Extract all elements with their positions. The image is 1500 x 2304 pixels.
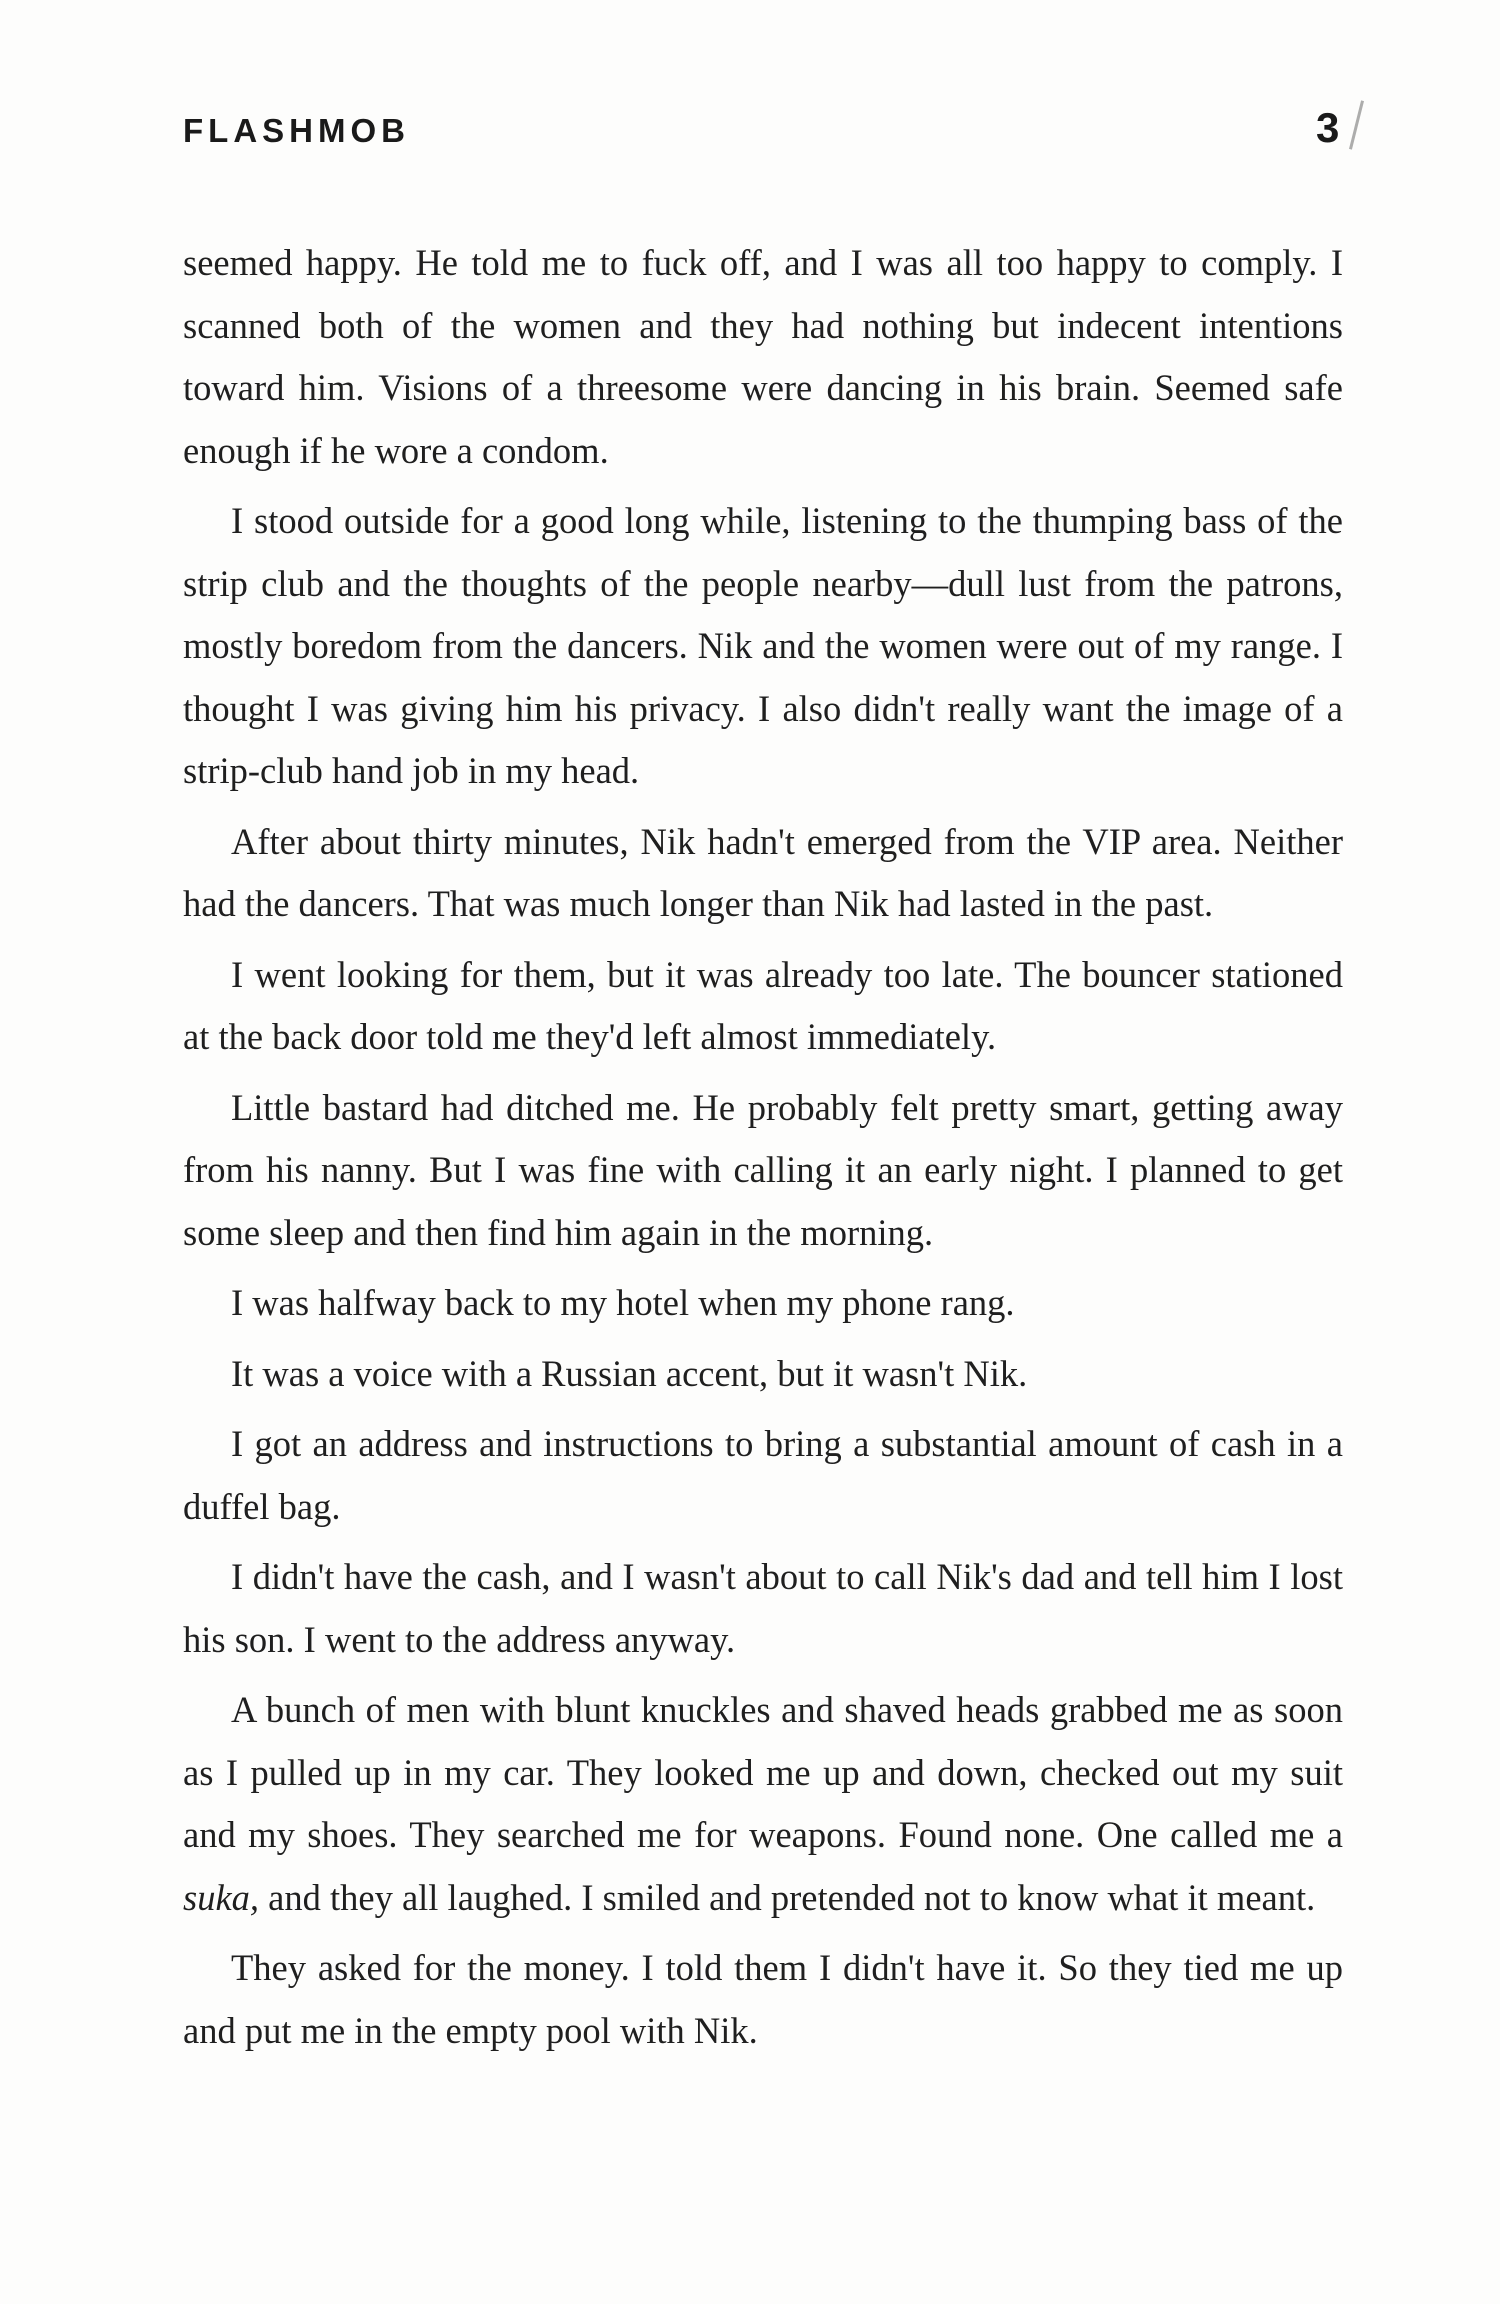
paragraph-1: seemed happy. He told me to fuck off, and I was all too happy to comply. I scanned both of the women and they had nothing but indecent intentions toward him. Visions of a threesome were dancing in his brain. Seemed safe enough if he wore a condom. — [183, 242, 1343, 471]
paragraph-8: I got an address and instructions to bring a substantial amount of cash in a duffel bag. — [183, 1423, 1343, 1527]
paragraph-9: I didn't have the cash, and I wasn't about to call Nik's dad and tell him I lost his son. I went to the address anyway. — [183, 1556, 1343, 1660]
paragraph-6: I was halfway back to my hotel when my phone rang. — [231, 1282, 1015, 1323]
paragraph-4: I went looking for them, but it was already too late. The bouncer stationed at the back door told me they'd left almost immediately. — [183, 953, 1343, 1057]
pen-mark — [1349, 100, 1364, 149]
paragraph-10 — [183, 1679, 1343, 1929]
paragraph-2: I stood outside for a good long while, listening to the thumping bass of the strip club and the thoughts of the people nearby—dull lust from the patrons, mostly boredom from the dancers. Nik and the women were out of my range. I thought I was giving him his privacy. I also didn't really want the image of a strip-club hand job in my head. — [183, 500, 1343, 791]
paragraph-7: It was a voice with a Russian accent, but it wasn't Nik. — [231, 1352, 1028, 1394]
running-head: FLASHMOB — [183, 112, 410, 149]
paragraph-10-text-after: and they all laughed. I smiled and pretended not to know what it meant. — [259, 1876, 1316, 1918]
page-number: 3 — [1316, 104, 1340, 151]
paragraph-5: Little bastard had ditched me. He probably felt pretty smart, getting away from his nanny. But I was fine with calling it an early night. I planned to get some sleep and then find him again in the morning. — [183, 1086, 1343, 1253]
body-text — [183, 232, 1343, 2062]
paragraph-10-text-before: A bunch of men with blunt knuckles and shaved heads grabbed me as soon as I pulled up in my car. They looked me up and down, checked out my suit and my shoes. They searched me for weapons. Found none. One called me a — [183, 1689, 1343, 1855]
paragraph-3: After about thirty minutes, Nik hadn't emerged from the VIP area. Neither had the dancers. That was much longer than Nik had lasted in the past. — [183, 820, 1343, 924]
paragraph-11: They asked for the money. I told them I didn't have it. So they tied me up and put me in the empty pool with Nik. — [183, 1947, 1343, 2051]
italic-word-suka: suka, — [183, 1876, 260, 1918]
